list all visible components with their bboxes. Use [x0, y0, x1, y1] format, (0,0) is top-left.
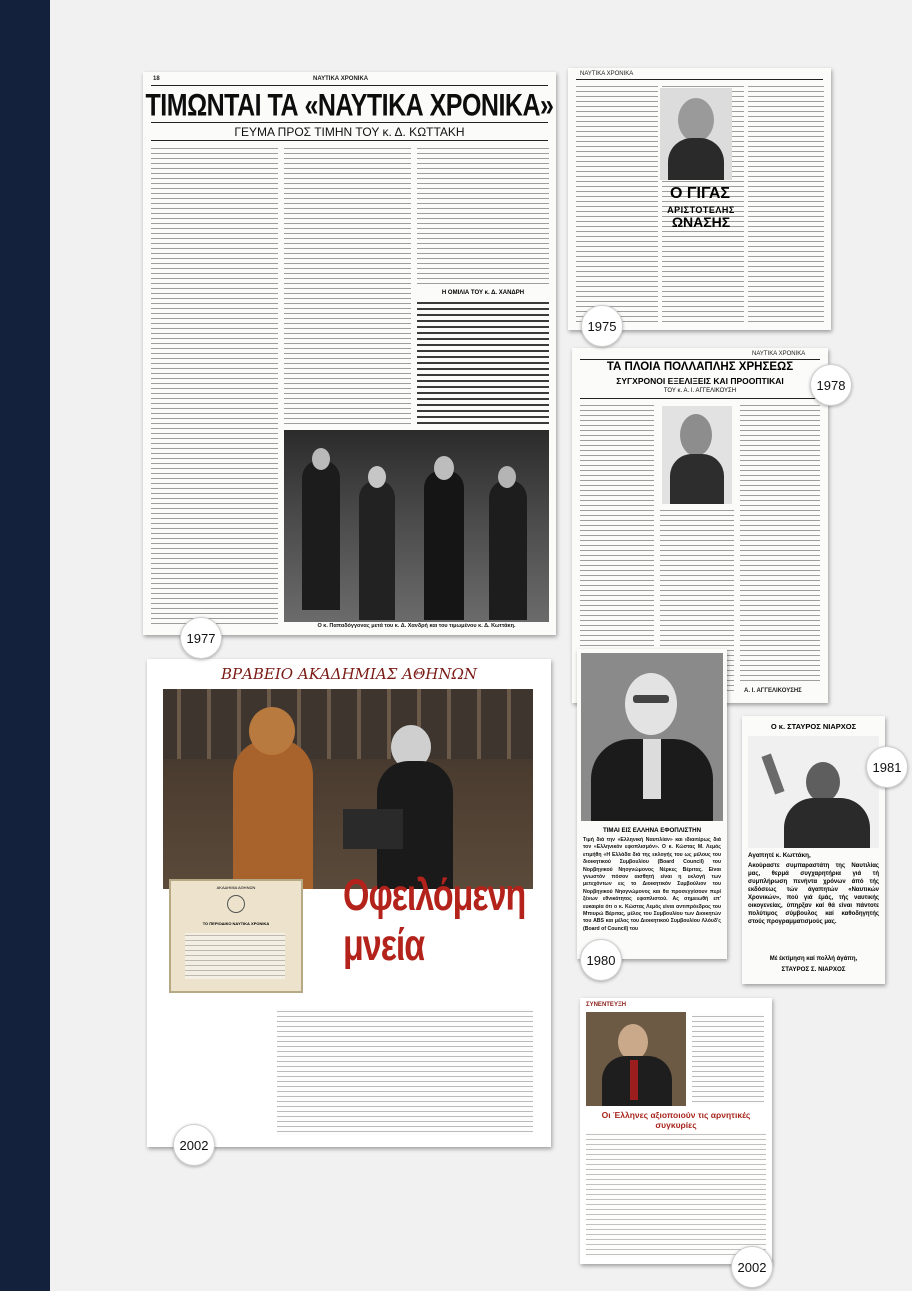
ceremony-photo	[163, 689, 533, 889]
title-line-2: μνεία	[343, 921, 425, 971]
article-column	[151, 146, 278, 628]
author-photo	[662, 406, 732, 504]
year-badge-1980: 1980	[580, 939, 622, 981]
photo-caption: Ο κ. Παπαδόγγονας μετά του κ. Δ. Χανδρή και του τιμωμένου κ. Δ. Κωττάκη.	[317, 623, 516, 629]
masthead: ΝΑΥΤΙΚΑ ΧΡΟΝΙΚΑ	[580, 71, 634, 77]
clipping-1980	[577, 649, 727, 959]
banner: ΒΡΑΒΕΙΟ ΑΚΑΔΗΜΙΑΣ ΑΘΗΝΩΝ	[220, 665, 478, 683]
diploma-header: ΑΚΑΔΗΜΙΑ ΑΘΗΝΩΝ	[216, 885, 256, 890]
masthead: ΝΑΥΤΙΚΑ ΧΡΟΝΙΚΑ	[313, 76, 369, 82]
article-column	[576, 84, 658, 322]
clipping-2002-interview	[580, 998, 772, 1264]
clipping-1975	[568, 68, 831, 330]
greeting: Αγαπητέ κ. Κωττάκη,	[748, 852, 811, 859]
section-label: Η ΟΜΙΛΙΑ ΤΟΥ κ. Δ. ΧΑΝΔΡΗ	[441, 290, 525, 296]
headline: ΤΙΜΩΝΤΑΙ ΤΑ «ΝΑΥΤΙΚΑ ΧΡΟΝΙΚΑ»	[145, 88, 554, 123]
page-number: 18	[153, 76, 160, 82]
byline: ΤΟΥ κ. Α. Ι. ΑΓΓΕΛΙΚΟΥΣΗ	[663, 388, 737, 394]
year-badge-1981: 1981	[866, 746, 908, 788]
interview-photo	[586, 1012, 686, 1106]
clipping-1977	[143, 72, 556, 635]
crest-icon	[227, 895, 245, 913]
speech-excerpt	[417, 300, 549, 424]
title-line-3: ΩΝΑΣΗΣ	[671, 214, 731, 230]
article-text	[586, 1132, 766, 1258]
headline: ΤΑ ΠΛΟΙΑ ΠΟΛΛΑΠΛΗΣ ΧΡΗΣΕΩΣ	[606, 361, 794, 373]
article-column	[417, 146, 549, 286]
masthead: ΝΑΥΤΙΚΑ ΧΡΟΝΙΚΑ	[752, 351, 806, 357]
portrait-photo	[660, 88, 732, 180]
signature: Α. Ι. ΑΓΓΕΛΙΚΟΥΣΗΣ	[744, 688, 802, 694]
article-column	[692, 1014, 764, 1104]
portrait-photo	[581, 653, 723, 821]
year-badge-1978: 1978	[810, 364, 852, 406]
signature: ΣΤΑΥΡΟΣ Σ. ΝΙΑΡΧΟΣ	[781, 966, 846, 973]
title-line-1: Ο ΓΙΓΑΣ	[670, 185, 730, 202]
title-line-2: ΑΡΙΣΤΟΤΕΛΗΣ	[667, 205, 735, 215]
year-badge-2002-b: 2002	[731, 1246, 773, 1288]
letter-body: Ακούραστε συμπαραστάτη της Ναυτιλίας μας, θερμά συγχαρητήρια γιά τή συμπλήρωση πενήντα χρόνων άπό τής εκδόσεως τών άγαπητών «Ναυτικών Χρονικών», πού γιά έμάς, τής ναυτικής οικογενείας, ύπηρξαν καί θά είναι πάντοτε πολύτιμος σύμβουλος καί καθοδηγητής στούς προγραμματισμούς μας.	[748, 863, 879, 925]
year-badge-2002-a: 2002	[173, 1124, 215, 1166]
caption-title: ΤΙΜΑΙ ΕΙΣ ΕΛΛΗΝΑ ΕΦΟΠΛΙΣΤΗΝ	[602, 827, 702, 834]
left-accent-bar	[0, 0, 50, 1291]
year-badge-1975: 1975	[581, 305, 623, 347]
article-column	[740, 403, 820, 683]
caption-body: Τιμή διά την «Ελληνική Ναυτιλίαν» και ιδιαιτέρως διά τον «Ελληνικόν εφοπλισμόν». Ο κ. Κώστας Μ. Λεμός ετιμήθη «Η Ελλάδα διά της εκλογής του ως μέλους του διοικητικού Συμβουλίου (Board Council) του Νορβηγικού Νηογνώμονος Νέρκες Βέριτας. Είναι γνωστόν πόσον αισθητή είναι η εκλογή των μετεχόντων εις το Διοικητικόν Συμβούλιον του Νορβηγικού Νηογνώμονος και θα προσεγγίσουν περί ξένων εθνικότητος εφοπλιστού. Ας σημειωθή επ' ευκαιρία ότι ο κ. Κώστας Λεμός είναι αντιπρόεδρος του Μπιυρώ Βέριτας, μέλος του Συμβουλίου των Διοικητών του ABS και μέλος του Διοικητικού Συμβουλίου Λλόυδ'ς (Board of Council) του	[583, 837, 721, 932]
headline: Οι Έλληνες αξιοποιούν τις αρνητικές συγκυρίες	[601, 1110, 751, 1130]
header: Ο κ. ΣΤΑΥΡΟΣ ΝΙΑΡΧΟΣ	[770, 722, 857, 731]
subheadline: ΣΥΓΧΡΟΝΟΙ ΕΞΕΛΙΞΕΙΣ ΚΑΙ ΠΡΟΟΠΤΙΚΑΙ	[616, 376, 784, 386]
article-text	[277, 1009, 533, 1135]
article-column	[284, 146, 411, 424]
closing: Μέ έκτίμηση καί πολλή άγάπη,	[769, 956, 858, 962]
top-label: ΣΥΝΕΝΤΕΥΞΗ	[586, 1002, 627, 1008]
portrait-photo	[748, 736, 879, 848]
title-line-1: Οφειλόμενη	[343, 871, 526, 921]
clipping-1981	[742, 716, 885, 984]
diploma	[169, 879, 303, 993]
subheadline: ΓΕΥΜΑ ΠΡΟΣ ΤΙΜΗΝ ΤΟΥ κ. Δ. ΚΩΤΤΑΚΗ	[234, 125, 465, 139]
clipping-2002-award	[147, 659, 551, 1147]
diploma-line: ΤΟ ΠΕΡΙΟΔΙΚΟ ΝΑΥΤΙΚΑ ΧΡΟΝΙΚΑ	[202, 921, 270, 926]
year-badge-1977: 1977	[180, 617, 222, 659]
event-photo	[284, 430, 549, 622]
article-column	[748, 84, 824, 322]
